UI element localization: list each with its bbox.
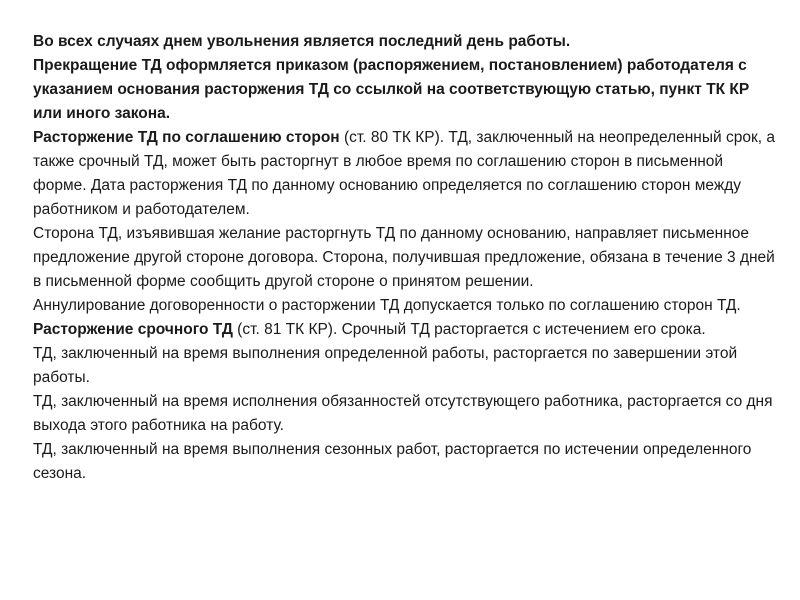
agreement-proposal: Сторона ТД, изъявившая желание расторгнуть ТД по данному основанию, направляет письменное предложение другой стороне договора. Сторона, получившая предложение, обязана в течение 3 дней в письменной форме сообщить другой стороне о принятом решении. (33, 225, 775, 290)
agreement-annulment: Аннулирование договоренности о расторжении ТД допускается только по соглашению сторон ТД. (33, 297, 741, 314)
fixed-term-text: (ст. 81 ТК КР). Срочный ТД расторгается с истечением его срока. (232, 321, 706, 338)
fixed-term-seasonal: ТД, заключенный на время выполнения сезонных работ, расторгается по истечении определенного сезона. (33, 441, 752, 482)
fixed-term-work: ТД, заключенный на время выполнения определенной работы, расторгается по завершении этой работы. (33, 345, 738, 386)
agreement-paragraph (33, 126, 778, 222)
fixed-term-paragraph (33, 318, 778, 342)
slide-body (33, 30, 778, 486)
fixed-term-heading: Расторжение срочного ТД (33, 321, 233, 338)
intro-last-day: Во всех случаях днем увольнения является последний день работы. (33, 33, 571, 50)
intro-order: Прекращение ТД оформляется приказом (распоряжением, постановлением) работодателя с указанием основания расторжения ТД со ссылкой на соответствующую статью, пункт ТК КР или иного закона. (33, 57, 750, 122)
agreement-heading: Расторжение ТД по соглашению сторон (33, 129, 340, 146)
fixed-term-absent-employee: ТД, заключенный на время исполнения обязанностей отсутствующего работника, расторгается со дня выхода этого работника на работу. (33, 393, 773, 434)
agreement-text: (ст. 80 ТК КР). ТД, заключенный на неопределенный срок, а также срочный ТД, может быть расторгнут в любое время по соглашению сторон в письменной форме. Дата расторжения ТД по данному основанию определяется по соглашению сторон между работником и работодателем. (33, 129, 775, 218)
